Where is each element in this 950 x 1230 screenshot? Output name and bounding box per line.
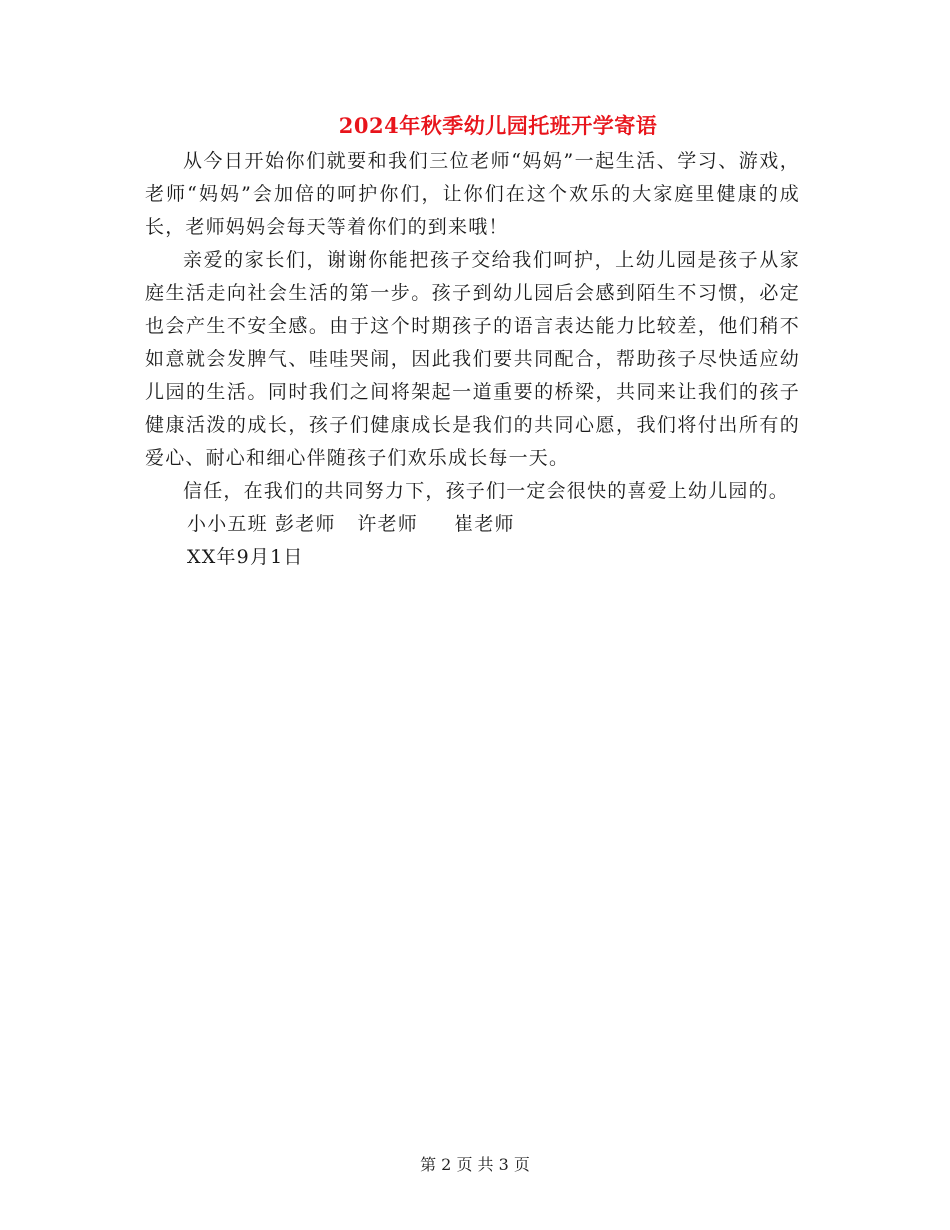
paragraph-trust: 信任，在我们的共同努力下，孩子们一定会很快的喜爱上幼儿园的。 (183, 480, 790, 502)
signature-line: 小小五班 彭老师 许老师 崔老师 (187, 513, 515, 535)
document-title: 2024年秋季幼儿园托班开学寄语 (338, 113, 658, 138)
paragraph-parents: 亲爱的家长们，谢谢你能把孩子交给我们呵护，上幼儿园是孩子从家庭生活走向社会生活的第一步。孩子到幼儿园后会感到陌生不习惯，必定也会产生不安全感。由于这个时期孩子的语言表达能力比较差，他们稍不如意就会发脾气、哇哇哭闹，因此我们要共同配合，帮助孩子尽快适应幼儿园的生活。同时我们之间将架起一道重要的桥梁，共同来让我们的孩子健康活泼的成长，孩子们健康成长是我们的共同心愿，我们将付出所有的爱心、耐心和细心伴随孩子们欢乐成长每一天。 (145, 249, 800, 469)
date-line: XX年9月1日 (187, 546, 304, 568)
paragraph-greeting: 从今日开始你们就要和我们三位老师“妈妈”一起生活、学习、游戏，老师“妈妈”会加倍的呵护你们，让你们在这个欢乐的大家庭里健康的成长，老师妈妈会每天等着你们的到来哦！ (145, 150, 800, 238)
page-number-footer: 第 2 页 共 3 页 (420, 1155, 530, 1174)
document-body (145, 145, 800, 574)
